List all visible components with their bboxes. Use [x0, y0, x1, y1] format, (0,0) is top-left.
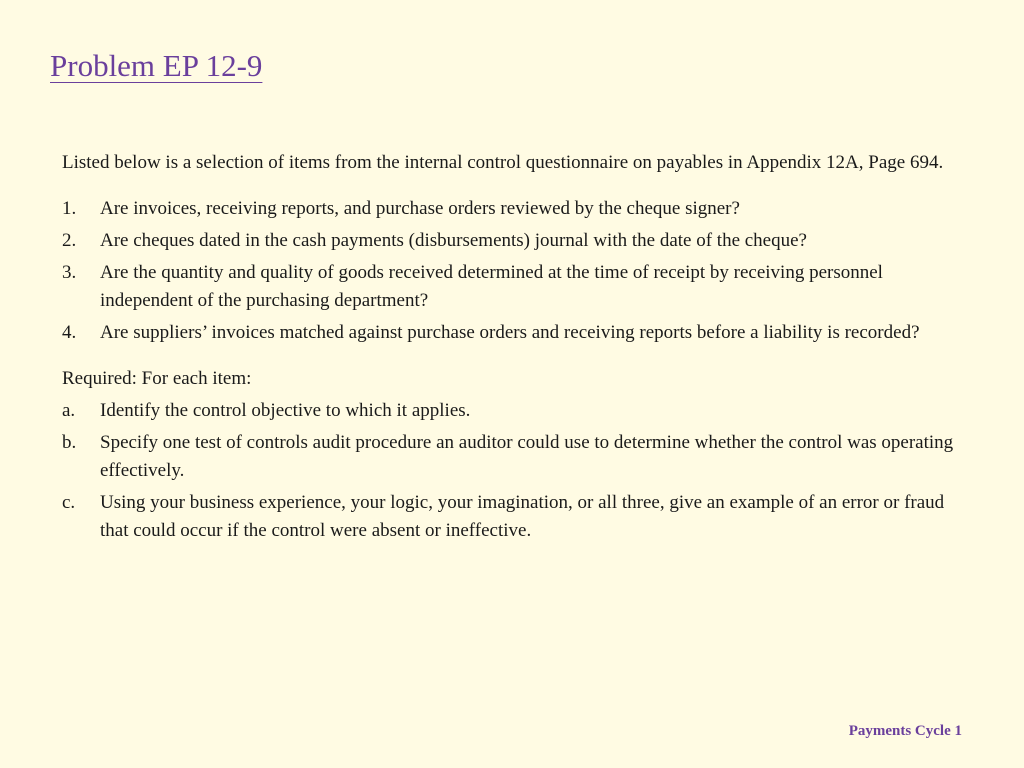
list-item-text: Are cheques dated in the cash payments (disbursements) journal with the date of the cheque? [100, 230, 807, 251]
list-item [62, 489, 962, 545]
list-item [62, 397, 962, 425]
list-marker: 2. [62, 230, 77, 251]
list-marker: 3. [62, 262, 77, 283]
list-item-text: Specify one test of controls audit procedure an auditor could use to determine whether the control was operating effectively. [100, 432, 954, 481]
page-title: Problem EP 12-9 [50, 48, 263, 83]
list-item [62, 429, 962, 485]
list-marker: 4. [62, 322, 77, 343]
list-item-text: Are invoices, receiving reports, and purchase orders reviewed by the cheque signer? [100, 198, 740, 219]
list-item [62, 227, 962, 255]
required-label: Required: For each item: [62, 368, 252, 389]
list-item-text: Are the quantity and quality of goods received determined at the time of receipt by receiving personnel independent of the purchasing department? [100, 262, 883, 311]
list-marker: c. [62, 492, 76, 513]
requirements-list [62, 397, 962, 545]
list-item [62, 259, 962, 315]
list-item-text: Identify the control objective to which it applies. [100, 400, 471, 421]
list-item [62, 195, 962, 223]
slide-footer: Payments Cycle 1 [848, 723, 962, 739]
questions-list [62, 195, 962, 347]
list-item-text: Using your business experience, your logic, your imagination, or all three, give an example of an error or fraud that could occur if the control were absent or ineffective. [100, 492, 945, 541]
list-marker: b. [62, 432, 77, 453]
list-marker: a. [62, 400, 76, 421]
list-item-text: Are suppliers’ invoices matched against purchase orders and receiving reports before a liability is recorded? [100, 322, 920, 343]
slide-body [62, 149, 962, 549]
intro-paragraph: Listed below is a selection of items from the internal control questionnaire on payables in Appendix 12A, Page 694. [62, 152, 944, 173]
list-marker: 1. [62, 198, 77, 219]
list-item [62, 319, 962, 347]
